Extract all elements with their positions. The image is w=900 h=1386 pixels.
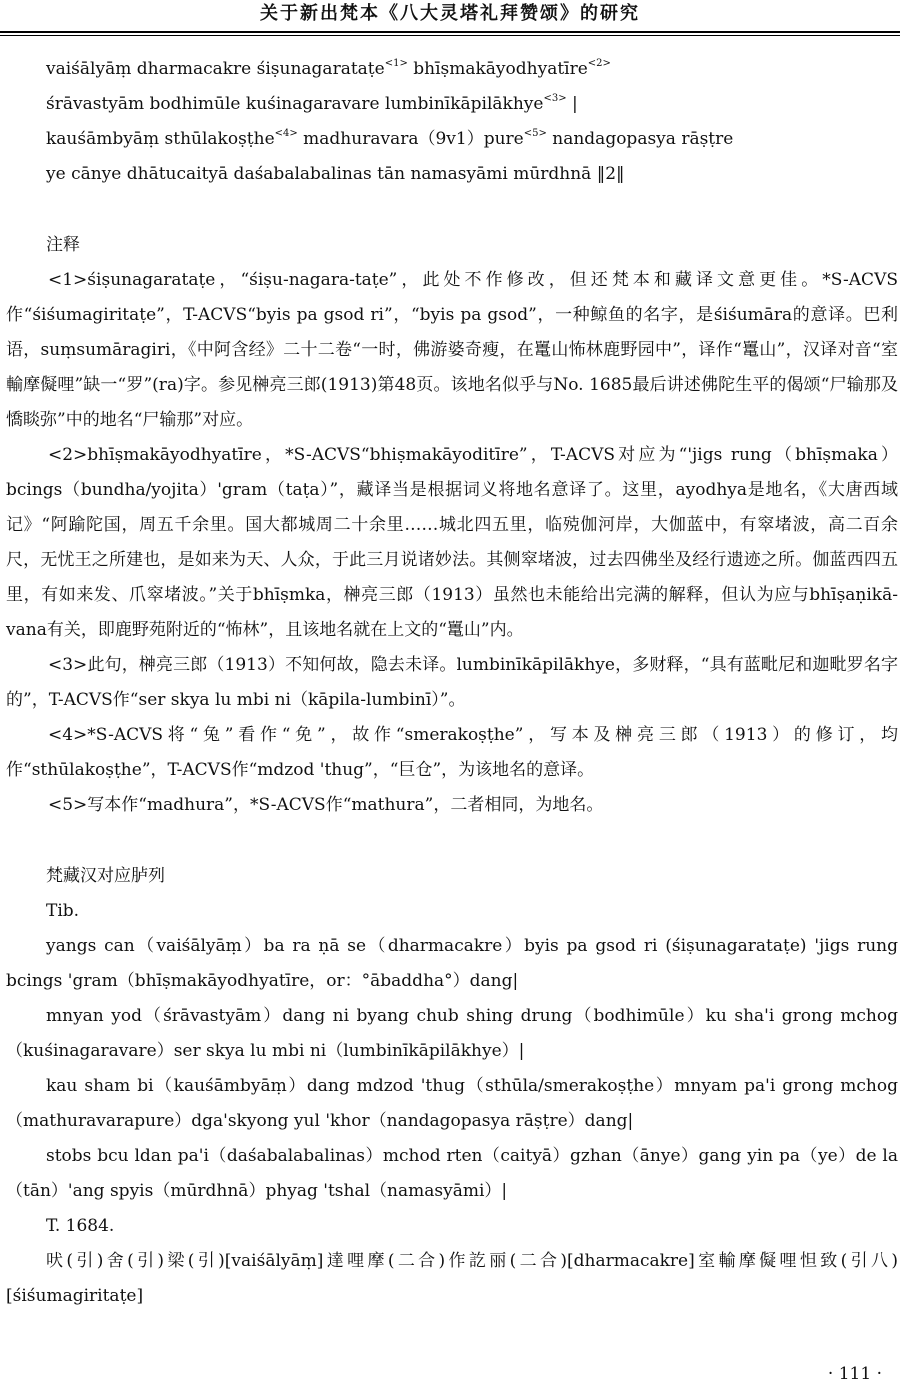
spacer [6,823,898,859]
tib-label: Tib. [46,901,80,921]
verse-text: śrāvastyām bodhimūle kuśinagaravare lumbinīkāpilākhye [46,94,544,114]
sanskrit-verse [6,52,898,192]
notes-list [6,263,898,823]
note-4: <4>*S-ACVS将“兔”看作“免”，故作“smerakoṣṭhe”，写本及榊亮三郎（1913）的修订，均作“sthūlakoṣṭhe”，T-ACVS作“mdzod 'thug”，“巨仓”，为该地名的意译。 [6,725,898,780]
running-header: 关于新出梵本《八大灵塔礼拜赞颂》的研究 [260,3,640,24]
page-number: · 111 · [827,1364,882,1384]
note-2: <2>bhīṣmakāyodhyatīre，*S-ACVS“bhiṣmakāyoditīre”，T-ACVS对应为“'jigs rung（bhīṣmaka）bcings（bundha/yojita）'gram（taṭa）”，藏译当是根据词义将地名意译了。这里，ayodhya是地名，《大唐西域记》“阿踰陀国，周五千余里。国大都城周二十余里……城北四五里，临殑伽河岸，大伽蓝中，有窣堵波，高二百余尺，无忧王之所建也，是如来为天、人众，于此三月说诸妙法。其侧窣堵波，过去四佛坐及经行遗迹之所。伽蓝西四五里，有如来发、爪窣堵波。”关于bhīṣmka，榊亮三郎（1913）虽然也未能给出完满的解释，但认为应与bhīṣaṇikā-vana有关，即鹿野苑附近的“怖林”，且该地名就在上文的“鼍山”内。 [6,445,898,640]
tib-line-1: yangs can（vaiśālyāṃ）ba ra ṇā se（dharmacakre）byis pa gsod ri (śiṣunagarataṭe) 'jigs rung bcings 'gram（bhīṣmakāyodhyatīre，or：°ābaddha°）dang| [6,936,898,991]
verse-text: nandagopasya rāṣṭre [546,129,734,149]
verse-line-3 [6,122,898,157]
tib-line-3: kau sham bi（kauśāmbyāṃ）dang mdzod 'thug（sthūla/smerakoṣṭhe）mnyam pa'i grong mchog（mathuravarapure）dga'skyong yul 'khor（nandagopasya rāṣṭre）dang| [6,1076,898,1131]
chinese-lines [6,1244,898,1314]
tib-line-4: stobs bcu ldan pa'i（daśabalabalinas）mchod rten（caityā）gzhan（ānye）gang yin pa（ye）de la（tān）'ang spyis（mūrdhnā）phyag 'tshal（namasyāmi）| [6,1146,898,1201]
header-rule-thin [0,35,900,36]
note-ref-1: <1> [384,58,408,69]
verse-text: madhuravara（9v1）pure [297,129,524,149]
t-label: T. 1684. [46,1216,115,1236]
header-rule [0,31,900,33]
correspondence-heading: 梵藏汉对应胪列 [46,866,165,886]
verse-line-4: ye cānye dhātucaityā daśabalabalinas tān namasyāmi mūrdhnā ‖2‖ [46,164,625,184]
note-ref-4: <4> [274,128,298,139]
tib-line-2: mnyan yod（śrāvastyām）dang ni byang chub shing drung（bodhimūle）ku sha'i grong mchog（kuśinagaravare）ser skya lu mbi ni（lumbinīkāpilākhye）| [6,1006,898,1061]
note-3: <3>此句，榊亮三郎（1913）不知何故，隐去未译。lumbinīkāpilākhye，多财释，“具有蓝毗尼和迦毗罗名字的”，T-ACVS作“ser skya lu mbi ni（kāpila-lumbinī）”。 [6,655,898,710]
verse-line-1 [6,52,898,87]
note-ref-2: <2> [587,58,611,69]
chinese-line: 吠(引)舍(引)梁(引)[vaiśālyāṃ]達哩摩(二合)作訖丽(二合)[dharmacakre]室輸摩儗哩怛致(引八)[śiśumagiritaṭe] [6,1251,898,1306]
notes-heading: 注释 [46,235,80,255]
note-5: <5>写本作“madhura”，*S-ACVS作“mathura”，二者相同，为地名。 [48,795,604,815]
verse-text: bhīṣmakāyodhyatīre [407,59,588,79]
page-body [6,52,898,1314]
tibetan-lines [6,929,898,1209]
verse-text: vaiśālyāṃ dharmacakre śiṣunagarataṭe [46,59,385,79]
verse-text: | [566,94,578,114]
spacer [6,192,898,228]
verse-text: kauśāmbyāṃ sthūlakoṣṭhe [46,129,275,149]
note-ref-3: <3> [543,93,567,104]
verse-line-2 [6,87,898,122]
note-ref-5: <5> [523,128,547,139]
note-1: <1>śiṣunagarataṭe，“śiṣu-nagara-taṭe”，此处不作修改，但还梵本和藏译文意更佳。*S-ACVS作“śiśumagiritaṭe”，T-ACVS“byis pa gsod ri”，“byis pa gsod”，一种鲸鱼的名字，是śiśumāra的意译。巴利语，suṃsumāragiri，《中阿含经》二十二卷“一时，佛游婆奇瘦，在鼍山怖林鹿野园中”，译作“鼍山”，汉译对音“室輸摩儗哩”缺一“罗”(ra)字。参见榊亮三郎(1913)第48页。该地名似乎与No. 1685最后讲述佛陀生平的偈颂“尸输那及憍睒弥”中的地名“尸输那”对应。 [6,270,898,430]
